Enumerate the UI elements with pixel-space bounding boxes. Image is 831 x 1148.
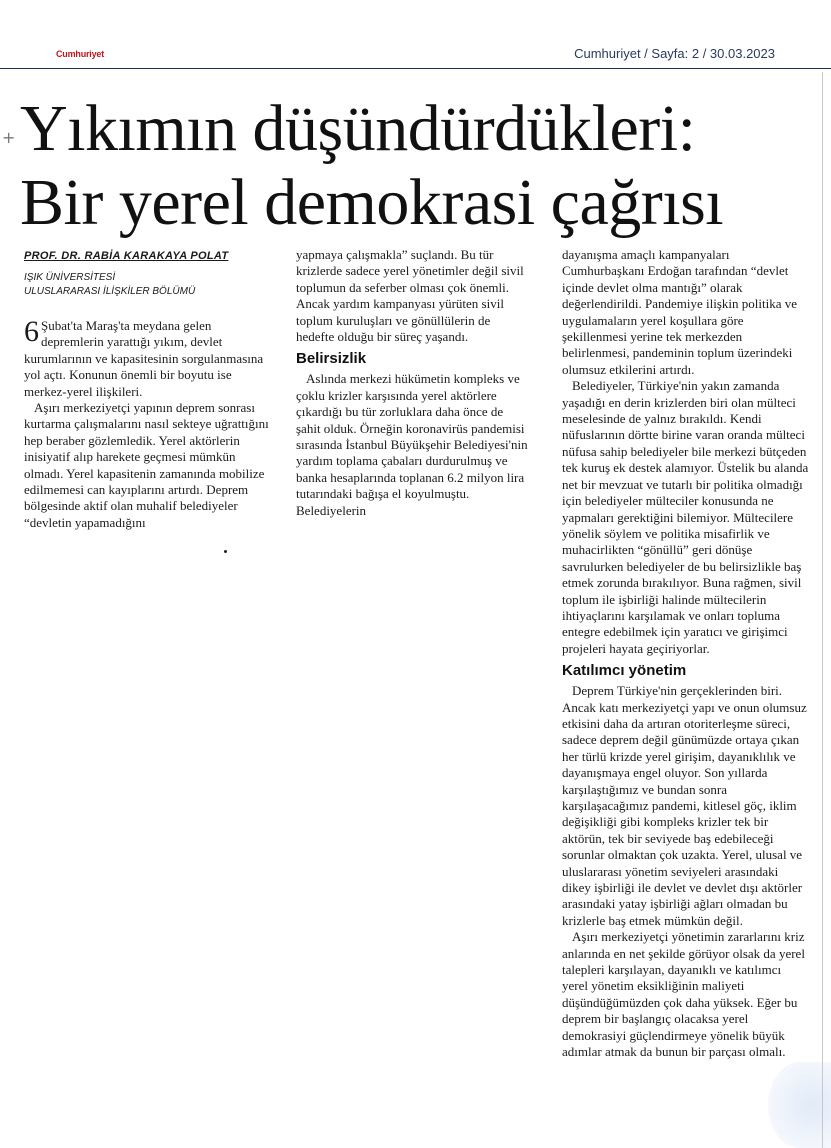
author-name: PROF. DR. RABİA KARAKAYA POLAT bbox=[24, 250, 229, 262]
crop-mark-icon: + bbox=[2, 128, 16, 147]
article-column-1 bbox=[24, 315, 274, 531]
headline-line-2: Bir yerel demokrasi çağrısı bbox=[20, 166, 724, 239]
affiliation-university: IŞIK ÜNİVERSİTESİ bbox=[24, 272, 116, 283]
drop-cap: 6 bbox=[24, 315, 39, 348]
source-info: Cumhuriyet / Sayfa: 2 / 30.03.2023 bbox=[574, 46, 775, 61]
newspaper-logo: Cumhuriyet bbox=[56, 49, 105, 59]
paragraph-text: Şubat'ta Maraş'ta meydana gelen depremlerin yarattığı yıkım, devlet kurumlarının ve kapasitesinin sorgulanmasına yol açtı. Konunun önemli bir boyutu ise merkez-yerel ilişkileri. bbox=[24, 318, 264, 399]
paragraph: Aslında merkezi hükümetin kompleks ve çoklu krizler karşısında yerel aktörlere çıkardığı bu tür zorluklara daha önce de şahit olduk. Örneğin koronavirüs pandemisi sırasında İstanbul Büyükşehir Belediyesi'nin yardım toplama çabaları durdurulmuş ve banka hesaplarında toplanan 6.2 milyon lira tutarındaki bağışa el koyulmuştu. Belediyelerin bbox=[296, 371, 528, 518]
author-affiliation bbox=[24, 271, 286, 299]
paragraph: dayanışma amaçlı kampanyaları Cumhurbaşkanı Erdoğan tarafından “devlet içinde devlet olma mantığı” olarak değerlendirildi. Pandemiye ilişkin politika ve uygulamaların yerel koşullara göre şekillenmesi yerine tek merkezden belirlenmesi, pandeminin toplum üzerindeki olumsuz etkilerini artırdı. bbox=[562, 247, 798, 377]
byline bbox=[24, 250, 286, 299]
subheading-uncertainty: Belirsizlik bbox=[296, 350, 367, 368]
subheading-participatory-governance: Katılımcı yönetim bbox=[562, 662, 687, 680]
page-header bbox=[0, 0, 831, 70]
article-column-3 bbox=[562, 247, 810, 1061]
paragraph: Deprem Türkiye'nin gerçeklerinden biri. Ancak katı merkeziyetçi yapı ve onun olumsuz etkisini daha da artıran otoriterleşme süreci, sadece deprem değil günümüzde ortaya çıkan her türlü krizde yerel girişim, dayanıklılık ve dayanışmaya engel oluyor. Son yıllarda karşılaştığımız ve bundan sonra karşılaşacağımız pandemi, kitlesel göç, iklim değişikliği gibi kompleks krizler tek bir aktörün, tek bir seviyede baş edebileceği sorunlar olmaktan çok uzakta. Yerel, ulusal ve uluslararası yönetim seviyeleri arasındaki dikey işbirliği ile devlet ve devlet dışı aktörler arasındaki yatay işbirliği ağları olmadan bu krizlerle baş etmek mümkün değil. bbox=[562, 683, 807, 928]
headline-line-1: Yıkımın düşündürdükleri: bbox=[20, 92, 696, 165]
print-speck bbox=[224, 550, 227, 553]
paragraph: Aşırı merkeziyetçi yönetimin zararlarını kriz anlarında en net şekilde görüyor olsak da yerel talepleri karşılayan, dayanıklı ve katılımcı yerel yönetim eksikliğinin maliyeti düşündüğümüzden çok daha yüksek. Eğer bu deprem bir başlangıç olacaksa yerel demokrasiyi güçlendirmeye yönelik büyük adımlar atmak da bunun bir parçası olmalı. bbox=[562, 929, 805, 1060]
header-divider bbox=[0, 68, 831, 69]
article-headline bbox=[20, 92, 820, 240]
paragraph bbox=[24, 315, 274, 400]
affiliation-department: ULUSLARARASI İLİŞKİLER BÖLÜMÜ bbox=[24, 286, 196, 297]
paragraph: Aşırı merkeziyetçi yapının deprem sonrası kurtarma çalışmalarını nasıl sekteye uğrattığını hep beraber gözlemledik. Yerel aktörlerin inisiyatif alıp harekete geçmesi mümkün olmadı. Yerel kapasitenin zamanında mobilize edilmemesi can kayıplarını artırdı. Deprem bölgesinde aktif olan muhalif belediyeler “devletin yapamadığını bbox=[24, 400, 269, 530]
article-column-2 bbox=[296, 247, 528, 519]
paragraph: Belediyeler, Türkiye'nin yakın zamanda yaşadığı en derin krizlerden biri olan mülteci meselesinde de yalnız bırakıldı. Kendi nüfuslarının dörtte birine varan oranda mülteci nüfusa sahip belediyeler bile merkezi bütçeden tek kuruş ek destek alamıyor. Üstelik bu alanda net bir mevzuat ve tutarlı bir politika olmadığı için belediyeler mülteciler konusunda ne yapmaları gerektiğini bilemiyor. Mültecilere yönelik söylem ve politika misafirlik ve muhacirlikten “gönüllü” geri dönüşe savrulurken belediyeler de bu belirsizlikle baş etmek zorunda bırakılıyor. Buna rağmen, sivil toplum ile işbirliği halinde mültecilerin ihtiyaçlarını karşılamak ve onları topluma entegre edebilmek için yaratıcı ve girişimci projeleri hayata geçiriyorlar. bbox=[562, 378, 809, 656]
clipping-edge bbox=[822, 72, 823, 1148]
paragraph: yapmaya çalışmakla” suçlandı. Bu tür krizlerde sadece yerel yönetimler değil sivil toplumun da seferber olması çok önemli. Ancak yardım kampanyası yürüten sivil toplum kuruluşları ve gönüllülerin de hedefte olduğu bir süreç yaşandı. bbox=[296, 247, 524, 345]
watermark-stamp bbox=[768, 1062, 831, 1148]
